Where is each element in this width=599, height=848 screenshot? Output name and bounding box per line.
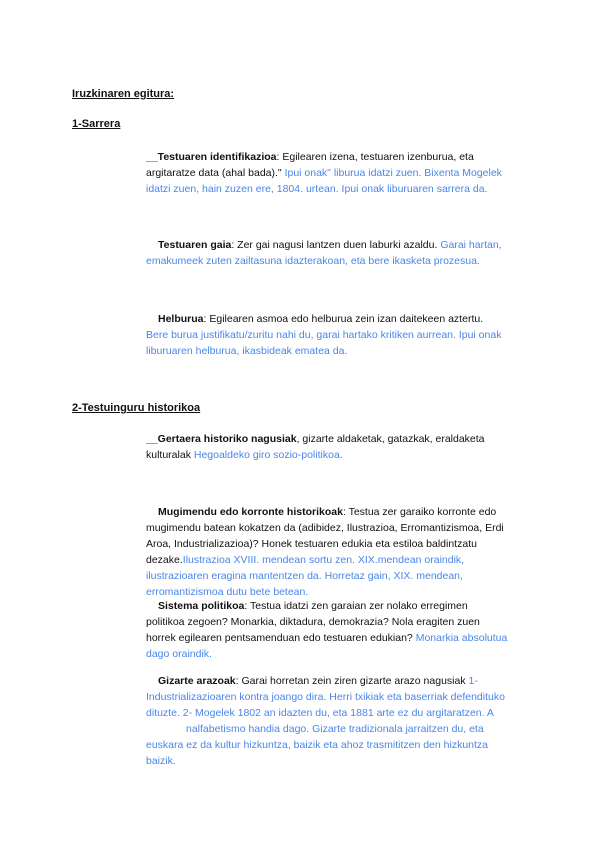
paragraph-gertaera-historiko-nagusiak: __Gertaera historiko nagusiak, gizarte aldaketak, gatazkak, eraldaketa kulturalak Hegoaldeko giro sozio-politikoa. [146, 433, 485, 461]
paragraph-lead: Sistema politikoa [158, 600, 245, 612]
paragraph-lead: Gizarte arazoak [158, 675, 236, 687]
document-title: Iruzkinaren egitura: [72, 88, 175, 100]
paragraph-lead: __Gertaera historiko nagusiak [146, 433, 297, 445]
paragraph-gizarte-arazoak: Gizarte arazoak: Garai horretan zein ziren gizarte arazo nagusiak 1- Industrializazioaren kontra joango dira. Herri txikiak eta baserriak defendituko dituzte. 2- Mogelek 1802 an idazten du, eta 1881 arte ez du argitaratzen. A nalfabetismo handia dago. Gizarte tradizionala jarraitzen du, eta euskara ez da kultur hizkuntza, baizik eta ahoz trasmititzen den hizkuntza baizik. [146, 675, 505, 767]
paragraph-lead: Testuaren gaia [158, 239, 232, 251]
paragraph-lead: Helburua [158, 313, 204, 325]
section-heading-sarrera: 1-Sarrera [72, 118, 121, 130]
section-heading-testuinguru-historikoa: 2-Testuinguru historikoa [72, 402, 201, 414]
paragraph-lead: Mugimendu edo korronte historikoak [158, 506, 343, 518]
paragraph-mugimendu-korronte-historikoak: Mugimendu edo korronte historikoak: Testua zer garaiko korronte edo mugimendu batean kokatzen da (adibidez, Ilustrazioa, Erromantizismoa, Erdi Aroa, Industrializazioa)? Honek testuaren edukia eta estiloa baldintzatu dezake.Ilustrazioa XVIII. mendean sortu zen. XIX.mendean oraindik, ilustrazioaren eragina mantentzen da. Horretaz gain, XIX. mendean, erromantizismoa dutu bete betean. [146, 506, 504, 598]
paragraph-helburua: Helburua: Egilearen asmoa edo helburua zein izan daitekeen aztertu. Bere burua justifikatu/zuritu nahi du, garai hartako kritiken aurrean. Ipui onak liburuaren helburua, ikasbideak ematea da. [146, 313, 502, 357]
paragraph-sistema-politikoa: Sistema politikoa: Testua idatzi zen garaian zer nolako erregimen politikoa zegoen? Monarkia, diktadura, demokrazia? Nola eragiten zuen horrek egilearen pentsamenduan edo testuaren edukian? Monarkia absolutua dago oraindik. [146, 600, 508, 660]
paragraph-testuaren-identifikazioa: __Testuaren identifikazioa: Egilearen izena, testuaren izenburua, eta argitaratze data (ahal bada)." Ipui onak" liburua idatzi zuen. Bixenta Mogelek idatzi zuen, hain zuzen ere, 1804. urtean. Ipui onak liburuaren sarrera da. [146, 151, 502, 195]
paragraph-lead: __Testuaren identifikazioa [146, 151, 277, 163]
paragraph-testuaren-gaia: Testuaren gaia: Zer gai nagusi lantzen duen laburki azaldu. Garai hartan, emakumeek zuten zailtasuna idazterakoan, eta bere ikasketa prozesua. [146, 239, 502, 267]
